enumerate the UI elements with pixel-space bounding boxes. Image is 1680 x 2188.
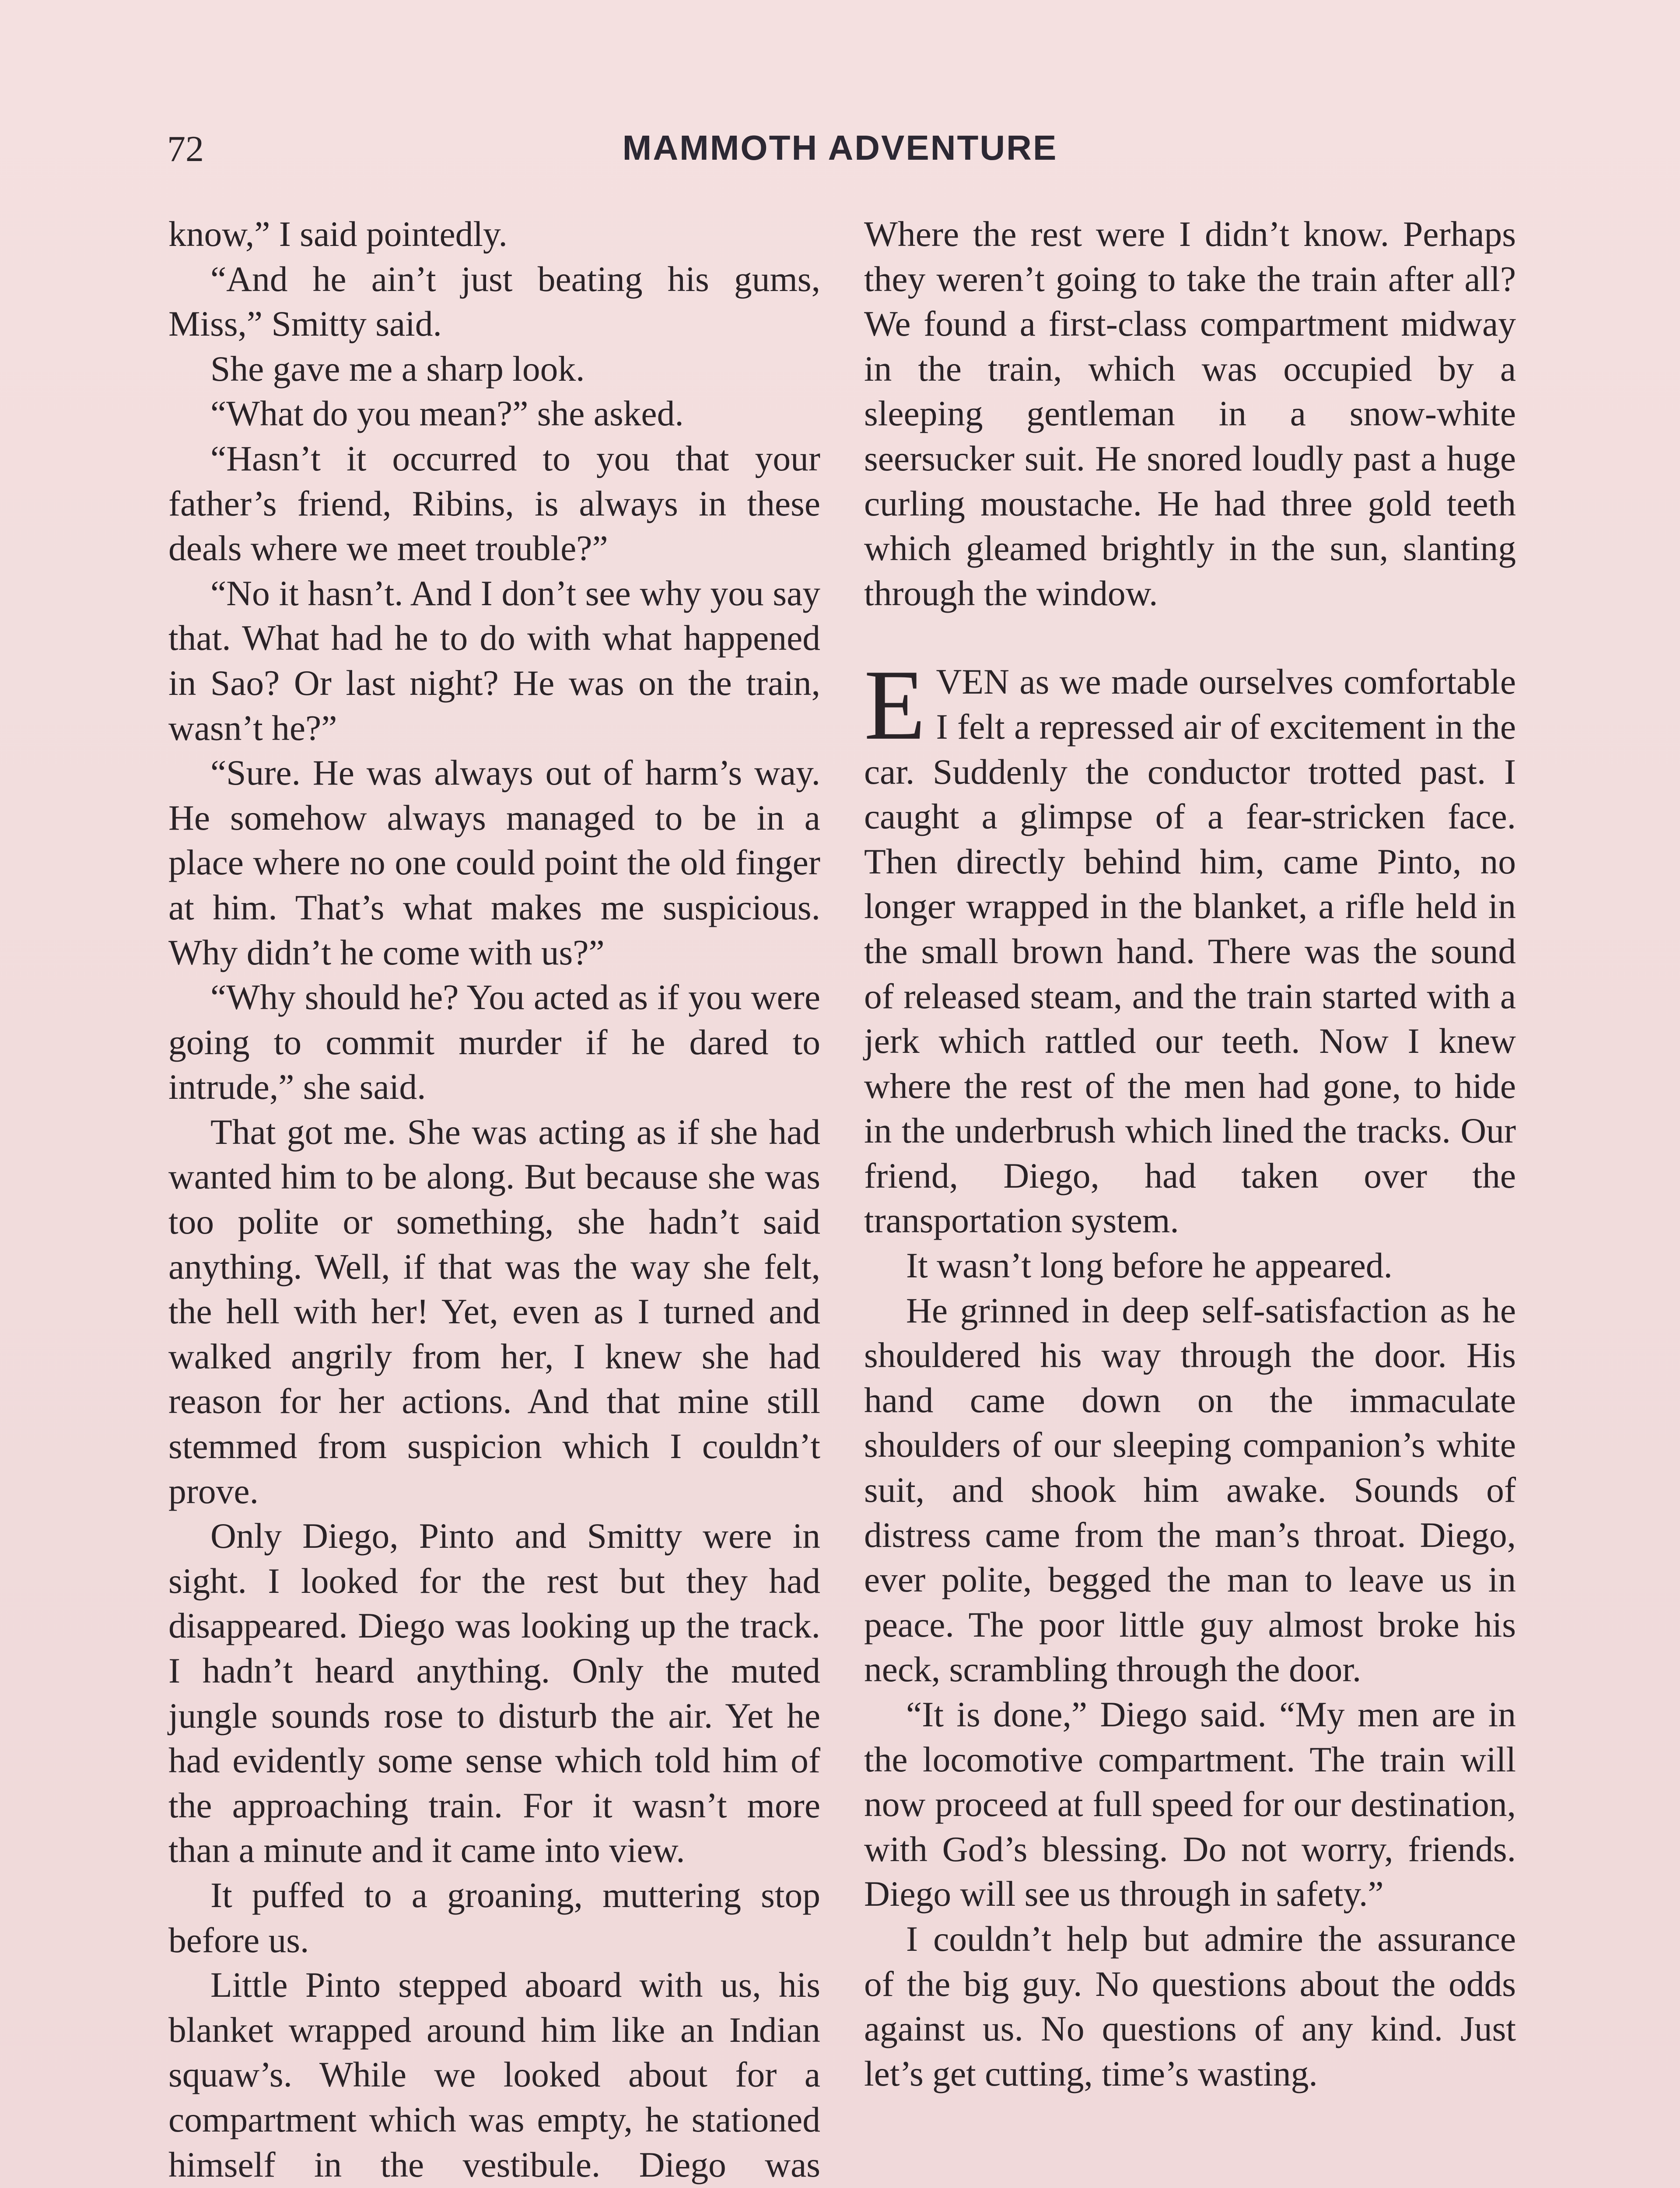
right-column — [864, 212, 1516, 2096]
paragraph: I couldn’t help but admire the assurance of the big guy. No questions about the odds against us. No questions of any kind. Just let’s get cutting, time’s wasting. — [864, 1918, 1516, 2093]
paragraph: He grinned in deep self-satisfaction as he shouldered his way through the door. His hand came down on the immaculate shoulders of our sleeping companion’s white suit, and shook him awake. Sounds of distress came from the man’s throat. Diego, ever polite, begged the man to leave us in peace. The poor little guy almost broke his neck, scrambling through the door. — [864, 1290, 1516, 1690]
paragraph: Little Pinto stepped aboard with us, his blanket wrapped around him like an Indian squaw’s. While we looked about for a compartment which was empty, he stationed himself in the vestibule. Diego was — [168, 1965, 820, 2184]
paragraph: “What do you mean?” she asked. — [210, 393, 684, 434]
left-column — [168, 212, 820, 2188]
section-opening-paragraph — [864, 649, 1516, 1243]
paragraph: “Why should he? You acted as if you were going to commit murder if he dared to intrude,” she said. — [168, 977, 820, 1107]
paragraph: “It is done,” Diego said. “My men are in the locomotive compartment. The train will now proceed at full speed for our destination, with God’s blessing. Do not worry, friends. Diego will see us through in safety.” — [864, 1694, 1516, 1914]
paragraph: know,” I said pointedly. — [168, 214, 508, 254]
running-title: MAMMOTH ADVENTURE — [622, 128, 1058, 167]
paragraph: Where the rest were I didn’t know. Perhaps they weren’t going to take the train after all? We found a first-class compartment midway in the train, which was occupied by a sleeping gentleman in a snow-white seersucker suit. He snored loudly past a huge curling moustache. He had three gold teeth which gleamed brightly in the sun, slanting through the window. — [864, 214, 1516, 613]
paragraph: Only Diego, Pinto and Smitty were in sight. I looked for the rest but they had disappeared. Diego was looking up the track. I hadn’t heard anything. Only the muted jungle sounds rose to disturb the air. Yet he had evidently some sense which told him of the approaching train. For it wasn’t more than a minute and it came into view. — [168, 1516, 820, 1870]
paragraph: “Sure. He was always out of harm’s way. He somehow always managed to be in a place where no one could point the old finger at him. That’s what makes me suspicious. Why didn’t he come with us?” — [168, 753, 820, 972]
section-opening-text: VEN as we made ourselves comfortable I felt a repressed air of excitement in the car. Suddenly the conductor trotted past. I caught a glimpse of a fear-stricken face. Then directly behind him, came Pinto, no longer wrapped in the blanket, a rifle held in the small brown hand. There was the sound of released steam, and the train started with a jerk which rattled our teeth. Now I knew where the rest of the men had gone, to hide in the underbrush which lined the tracks. Our friend, Diego, had taken over the transportation system. — [864, 662, 1516, 1241]
paragraph: That got me. She was acting as if she had wanted him to be along. But because she was too polite or something, she hadn’t said anything. Well, if that was the way she felt, the hell with her! Yet, even as I turned and walked angrily from her, I knew she had reason for her actions. And that mine still stemmed from suspicion which I couldn’t prove. — [168, 1112, 820, 1511]
paragraph: “And he ain’t just beating his gums, Miss,” Smitty said. — [168, 259, 820, 344]
paragraph: “No it hasn’t. And I don’t see why you say that. What had he to do with what happened in Sao? Or last night? He was on the train, wasn’t he?” — [168, 573, 820, 748]
drop-cap: E — [864, 649, 926, 761]
paragraph: It wasn’t long before he appeared. — [906, 1245, 1393, 1286]
page-number: 72 — [167, 129, 204, 169]
paragraph: It puffed to a groaning, muttering stop before us. — [168, 1875, 820, 1960]
page-header — [167, 123, 1513, 185]
paragraph: “Hasn’t it occurred to you that your father’s friend, Ribins, is always in these deals where we meet trouble?” — [168, 438, 820, 568]
paragraph: She gave me a sharp look. — [210, 348, 585, 389]
